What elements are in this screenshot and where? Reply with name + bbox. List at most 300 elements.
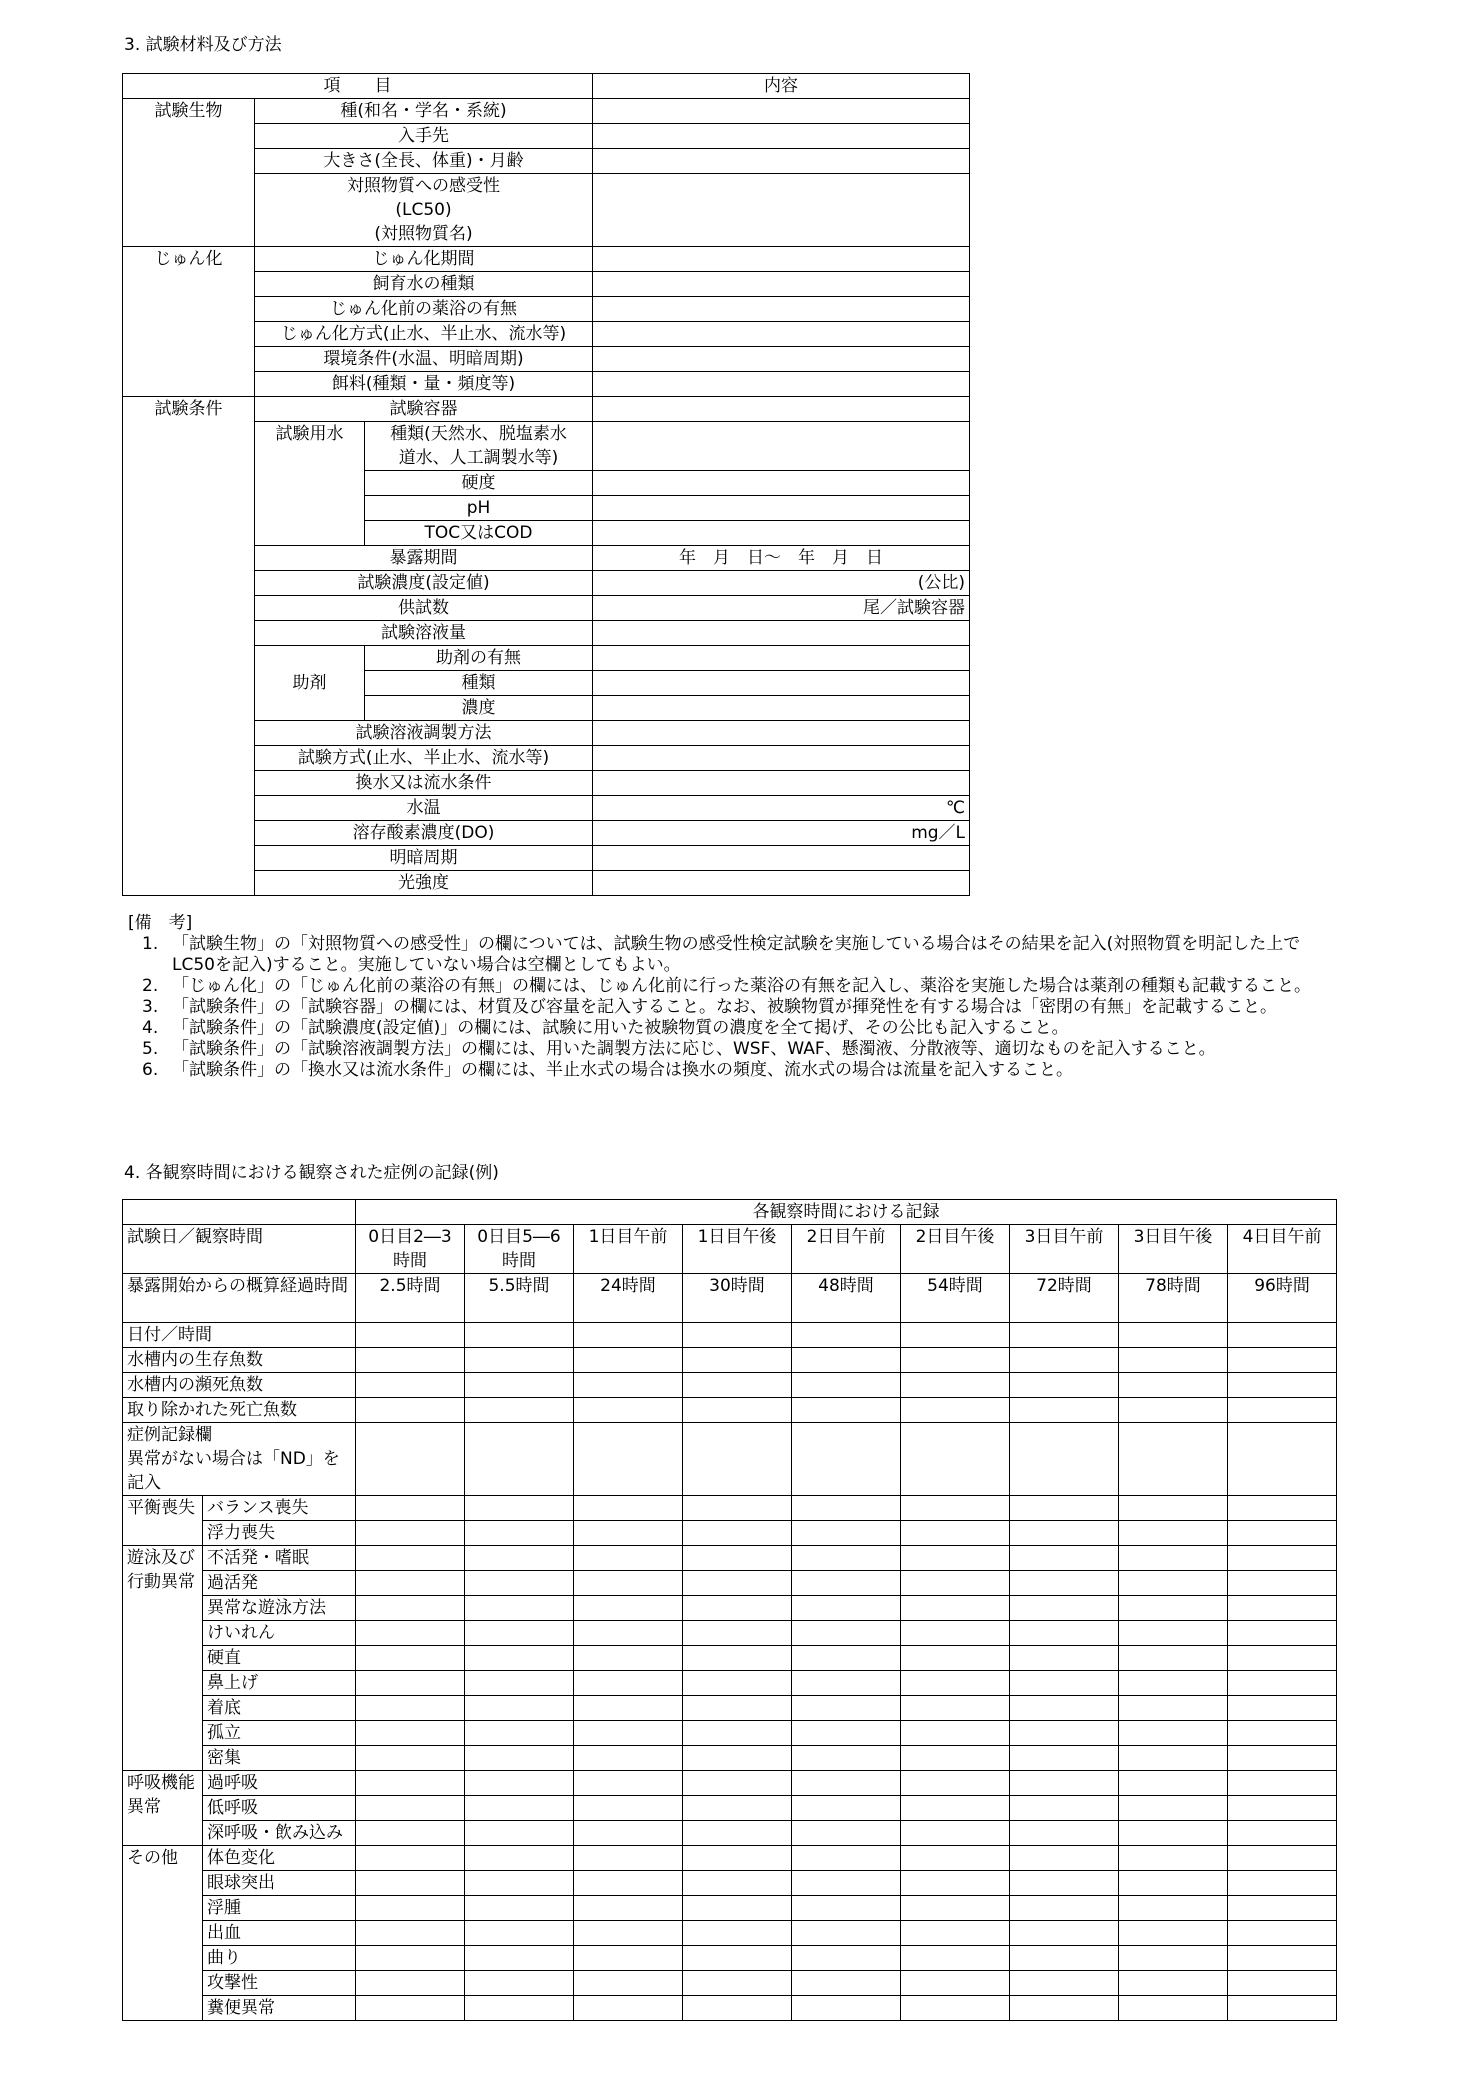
record-cell[interactable] <box>356 1921 465 1946</box>
record-cell[interactable] <box>1119 1771 1228 1796</box>
time-header: 3日目午前 <box>1010 1225 1119 1274</box>
section4-heading: 4. 各観察時間における観察された症例の記録(例) <box>124 1163 499 1183</box>
record-cell[interactable] <box>1010 1596 1119 1621</box>
symptom-item: 眼球突出 <box>203 1871 356 1896</box>
record-cell[interactable] <box>356 1348 465 1373</box>
record-cell[interactable] <box>574 1746 683 1771</box>
note-item <box>142 997 1338 1018</box>
record-cell[interactable] <box>683 1496 792 1521</box>
record-cell[interactable] <box>1010 1946 1119 1971</box>
record-cell[interactable] <box>1119 1496 1228 1521</box>
record-cell[interactable] <box>1119 1821 1228 1846</box>
record-cell[interactable] <box>1010 1546 1119 1571</box>
record-cell[interactable] <box>574 1646 683 1671</box>
record-cell[interactable] <box>356 1323 465 1348</box>
record-cell[interactable] <box>465 1971 574 1996</box>
record-cell[interactable] <box>792 1348 901 1373</box>
record-cell[interactable] <box>683 1696 792 1721</box>
value-cell[interactable] <box>593 696 970 721</box>
record-cell[interactable] <box>465 1571 574 1596</box>
record-cell[interactable] <box>356 1521 465 1546</box>
record-cell[interactable] <box>1010 1971 1119 1996</box>
notes-title: [備 考] <box>128 913 193 933</box>
record-cell[interactable] <box>1228 1398 1337 1423</box>
record-cell[interactable] <box>683 1323 792 1348</box>
record-cell[interactable] <box>574 1821 683 1846</box>
record-cell[interactable] <box>1010 1496 1119 1521</box>
record-cell[interactable] <box>1119 1871 1228 1896</box>
record-cell[interactable] <box>792 1871 901 1896</box>
record-cell[interactable] <box>1119 1721 1228 1746</box>
record-cell[interactable] <box>683 1796 792 1821</box>
record-cell[interactable] <box>1119 1596 1228 1621</box>
record-cell[interactable] <box>901 1496 1010 1521</box>
record-cell[interactable] <box>1228 1596 1337 1621</box>
record-cell[interactable] <box>1119 1796 1228 1821</box>
record-cell[interactable] <box>1010 1671 1119 1696</box>
value-cell[interactable] <box>593 397 970 422</box>
record-cell[interactable] <box>465 1771 574 1796</box>
record-cell[interactable] <box>574 1596 683 1621</box>
record-cell[interactable] <box>792 1496 901 1521</box>
record-cell[interactable] <box>1228 1348 1337 1373</box>
record-cell[interactable] <box>356 1721 465 1746</box>
row-hardness: 硬度 <box>365 471 593 496</box>
record-cell[interactable] <box>1228 1373 1337 1398</box>
record-cell[interactable] <box>1119 1996 1228 2021</box>
record-cell[interactable] <box>792 1996 901 2021</box>
record-cell[interactable] <box>901 1771 1010 1796</box>
record-cell[interactable] <box>683 1348 792 1373</box>
record-cell[interactable] <box>465 1348 574 1373</box>
record-cell[interactable] <box>465 1796 574 1821</box>
record-cell[interactable] <box>574 1796 683 1821</box>
record-cell[interactable] <box>1119 1398 1228 1423</box>
row-source: 入手先 <box>255 124 593 149</box>
record-cell[interactable] <box>574 1696 683 1721</box>
record-cell[interactable] <box>465 1846 574 1871</box>
symptom-label: 症例記録欄 異常がない場合は「ND」を記入 <box>123 1423 356 1496</box>
value-cell[interactable] <box>593 322 970 347</box>
record-cell[interactable] <box>792 1696 901 1721</box>
record-cell[interactable] <box>792 1621 901 1646</box>
record-cell[interactable] <box>465 1496 574 1521</box>
record-cell[interactable] <box>792 1771 901 1796</box>
record-cell[interactable] <box>465 1521 574 1546</box>
note-text: 「試験条件」の「試験濃度(設定値)」の欄には、試験に用いた被験物質の濃度を全て掲げ、その公比も記入すること。 <box>172 1018 1069 1038</box>
record-cell[interactable] <box>356 1696 465 1721</box>
elapsed-value: 72時間 <box>1010 1274 1119 1323</box>
row-label: 水槽内の生存魚数 <box>123 1348 356 1373</box>
record-cell[interactable] <box>1119 1971 1228 1996</box>
record-cell[interactable] <box>1228 1423 1337 1496</box>
record-cell[interactable] <box>574 1496 683 1521</box>
record-cell[interactable] <box>1119 1373 1228 1398</box>
record-cell[interactable] <box>901 1871 1010 1896</box>
value-cell[interactable] <box>593 422 970 471</box>
record-cell[interactable] <box>1228 1696 1337 1721</box>
record-cell[interactable] <box>792 1946 901 1971</box>
record-cell[interactable] <box>465 1871 574 1896</box>
sensitivity-line3: (対照物質名) <box>374 224 473 244</box>
record-cell[interactable] <box>1228 1821 1337 1846</box>
record-cell[interactable] <box>356 1423 465 1496</box>
record-cell[interactable] <box>683 1971 792 1996</box>
record-cell[interactable] <box>901 1746 1010 1771</box>
record-cell[interactable] <box>792 1896 901 1921</box>
record-cell[interactable] <box>901 1546 1010 1571</box>
record-cell[interactable] <box>901 1671 1010 1696</box>
record-cell[interactable] <box>1010 1696 1119 1721</box>
record-cell[interactable] <box>356 1571 465 1596</box>
record-cell[interactable] <box>356 1846 465 1871</box>
record-cell[interactable] <box>792 1423 901 1496</box>
record-cell[interactable] <box>574 1521 683 1546</box>
record-cell[interactable] <box>574 1971 683 1996</box>
record-cell[interactable] <box>574 1546 683 1571</box>
record-cell[interactable] <box>792 1721 901 1746</box>
record-cell[interactable] <box>792 1571 901 1596</box>
value-cell[interactable] <box>593 272 970 297</box>
record-cell[interactable] <box>465 1423 574 1496</box>
record-cell[interactable] <box>792 1821 901 1846</box>
record-cell[interactable] <box>901 1821 1010 1846</box>
record-cell[interactable] <box>1010 1921 1119 1946</box>
record-cell[interactable] <box>1010 1771 1119 1796</box>
record-cell[interactable] <box>356 1373 465 1398</box>
symptom-group: 平衡喪失 <box>123 1496 203 1546</box>
record-cell[interactable] <box>574 1921 683 1946</box>
value-cell[interactable] <box>593 771 970 796</box>
record-cell[interactable] <box>356 1671 465 1696</box>
record-cell[interactable] <box>1119 1323 1228 1348</box>
record-cell[interactable] <box>574 1373 683 1398</box>
value-cell[interactable] <box>593 496 970 521</box>
row-acclim-method: じゅん化方式(止水、半止水、流水等) <box>255 322 593 347</box>
record-cell[interactable] <box>465 1946 574 1971</box>
record-cell[interactable] <box>465 1398 574 1423</box>
record-cell[interactable] <box>683 1921 792 1946</box>
record-cell[interactable] <box>574 1571 683 1596</box>
record-cell[interactable] <box>1119 1348 1228 1373</box>
record-cell[interactable] <box>1010 1423 1119 1496</box>
record-cell[interactable] <box>356 1646 465 1671</box>
record-cell[interactable] <box>901 1323 1010 1348</box>
record-cell[interactable] <box>792 1671 901 1696</box>
symptom-item: 深呼吸・飲み込み <box>203 1821 356 1846</box>
value-cell[interactable] <box>593 372 970 397</box>
record-cell[interactable] <box>1010 1571 1119 1596</box>
record-cell[interactable] <box>465 1996 574 2021</box>
record-cell[interactable] <box>1010 1348 1119 1373</box>
record-cell[interactable] <box>683 1621 792 1646</box>
record-cell[interactable] <box>1228 1496 1337 1521</box>
record-cell[interactable] <box>465 1671 574 1696</box>
notes <box>128 913 1338 1081</box>
record-cell[interactable] <box>574 1896 683 1921</box>
record-cell[interactable] <box>683 1646 792 1671</box>
record-cell[interactable] <box>792 1846 901 1871</box>
record-cell[interactable] <box>356 1398 465 1423</box>
record-cell[interactable] <box>465 1323 574 1348</box>
elapsed-value: 2.5時間 <box>356 1274 465 1323</box>
test-materials-table <box>122 73 970 896</box>
record-cell[interactable] <box>683 1546 792 1571</box>
record-cell[interactable] <box>1228 1871 1337 1896</box>
record-cell[interactable] <box>901 1721 1010 1746</box>
record-cell[interactable] <box>1228 1546 1337 1571</box>
record-cell[interactable] <box>1119 1846 1228 1871</box>
value-cell[interactable] <box>593 99 970 124</box>
record-cell[interactable] <box>1010 1821 1119 1846</box>
record-cell[interactable] <box>1119 1423 1228 1496</box>
record-cell[interactable] <box>683 1771 792 1796</box>
record-cell[interactable] <box>1119 1646 1228 1671</box>
record-cell[interactable] <box>465 1373 574 1398</box>
value-cell[interactable] <box>593 297 970 322</box>
record-cell[interactable] <box>683 1846 792 1871</box>
record-cell[interactable] <box>901 1398 1010 1423</box>
record-cell[interactable] <box>1010 1721 1119 1746</box>
value-cell[interactable] <box>593 347 970 372</box>
record-cell[interactable] <box>574 1771 683 1796</box>
record-cell[interactable] <box>465 1596 574 1621</box>
symptom-item: 糞便異常 <box>203 1996 356 2021</box>
record-cell[interactable] <box>356 1796 465 1821</box>
record-cell[interactable] <box>465 1646 574 1671</box>
record-cell[interactable] <box>356 1546 465 1571</box>
record-cell[interactable] <box>792 1323 901 1348</box>
row-aux-type: 種類 <box>365 671 593 696</box>
record-cell[interactable] <box>1228 1846 1337 1871</box>
symptom-item: 孤立 <box>203 1721 356 1746</box>
record-cell[interactable] <box>465 1546 574 1571</box>
symptom-item: 密集 <box>203 1746 356 1771</box>
value-cell[interactable] <box>593 671 970 696</box>
record-cell[interactable] <box>356 1896 465 1921</box>
record-cell[interactable] <box>901 1373 1010 1398</box>
record-cell[interactable] <box>683 1398 792 1423</box>
record-cell[interactable] <box>1228 1771 1337 1796</box>
record-cell[interactable] <box>1119 1521 1228 1546</box>
record-cell[interactable] <box>356 1996 465 2021</box>
record-cell[interactable] <box>792 1971 901 1996</box>
record-cell[interactable] <box>1119 1621 1228 1646</box>
time-header: 4日目午前 <box>1228 1225 1337 1274</box>
value-cell[interactable] <box>593 149 970 174</box>
record-cell[interactable] <box>683 1946 792 1971</box>
record-cell[interactable] <box>356 1746 465 1771</box>
record-cell[interactable] <box>465 1896 574 1921</box>
record-cell[interactable] <box>574 1946 683 1971</box>
record-cell[interactable] <box>1010 1846 1119 1871</box>
value-cell[interactable] <box>593 521 970 546</box>
record-cell[interactable] <box>792 1646 901 1671</box>
record-cell[interactable] <box>465 1696 574 1721</box>
record-cell[interactable] <box>356 1946 465 1971</box>
record-cell[interactable] <box>1228 1646 1337 1671</box>
record-cell[interactable] <box>901 1971 1010 1996</box>
value-cell[interactable] <box>593 746 970 771</box>
record-cell[interactable] <box>901 1646 1010 1671</box>
value-cell[interactable] <box>593 471 970 496</box>
record-cell[interactable] <box>1228 1521 1337 1546</box>
row-feed: 餌料(種類・量・頻度等) <box>255 372 593 397</box>
record-cell[interactable] <box>1010 1871 1119 1896</box>
record-cell[interactable] <box>1228 1796 1337 1821</box>
record-cell[interactable] <box>356 1871 465 1896</box>
record-cell[interactable] <box>1228 1621 1337 1646</box>
record-cell[interactable] <box>901 1596 1010 1621</box>
record-cell[interactable] <box>1010 1373 1119 1398</box>
record-cell[interactable] <box>901 1423 1010 1496</box>
record-cell[interactable] <box>1010 1746 1119 1771</box>
concentration-value[interactable]: (公比) <box>593 571 970 596</box>
record-cell[interactable] <box>683 1896 792 1921</box>
header-item: 項 目 <box>123 74 593 99</box>
record-cell[interactable] <box>1119 1896 1228 1921</box>
record-cell[interactable] <box>356 1621 465 1646</box>
group-conditions: 試験条件 <box>123 397 255 896</box>
record-cell[interactable] <box>574 1871 683 1896</box>
value-cell[interactable] <box>593 646 970 671</box>
record-cell[interactable] <box>1228 1896 1337 1921</box>
record-cell[interactable] <box>901 1796 1010 1821</box>
record-cell[interactable] <box>356 1771 465 1796</box>
value-cell[interactable] <box>593 124 970 149</box>
record-cell[interactable] <box>574 1348 683 1373</box>
note-number: 1. <box>142 934 159 954</box>
record-cell[interactable] <box>792 1373 901 1398</box>
record-cell[interactable] <box>683 1871 792 1896</box>
row-toc: TOC又はCOD <box>365 521 593 546</box>
record-cell[interactable] <box>683 1373 792 1398</box>
record-cell[interactable] <box>356 1596 465 1621</box>
record-cell[interactable] <box>901 1621 1010 1646</box>
record-cell[interactable] <box>683 1423 792 1496</box>
record-cell[interactable] <box>356 1821 465 1846</box>
record-cell[interactable] <box>1119 1671 1228 1696</box>
record-cell[interactable] <box>792 1546 901 1571</box>
record-cell[interactable] <box>901 1571 1010 1596</box>
water-type-line1: 種類(天然水、脱塩素水 <box>390 424 567 444</box>
record-cell[interactable] <box>1010 1646 1119 1671</box>
record-cell[interactable] <box>1119 1921 1228 1946</box>
record-cell[interactable] <box>792 1796 901 1821</box>
record-cell[interactable] <box>683 1746 792 1771</box>
record-cell[interactable] <box>901 1896 1010 1921</box>
test-day-label: 試験日／観察時間 <box>123 1225 356 1274</box>
record-cell[interactable] <box>1228 1721 1337 1746</box>
record-cell[interactable] <box>683 1571 792 1596</box>
record-cell[interactable] <box>901 1846 1010 1871</box>
record-cell[interactable] <box>574 1996 683 2021</box>
record-cell[interactable] <box>1119 1571 1228 1596</box>
record-cell[interactable] <box>1228 1671 1337 1696</box>
record-cell[interactable] <box>792 1398 901 1423</box>
record-cell[interactable] <box>901 1696 1010 1721</box>
record-cell[interactable] <box>1010 1996 1119 2021</box>
record-cell[interactable] <box>465 1921 574 1946</box>
record-cell[interactable] <box>1228 1946 1337 1971</box>
elapsed-value: 24時間 <box>574 1274 683 1323</box>
value-cell[interactable] <box>593 247 970 272</box>
record-cell[interactable] <box>465 1721 574 1746</box>
record-cell[interactable] <box>465 1746 574 1771</box>
note-item <box>142 1060 1338 1081</box>
record-cell[interactable] <box>792 1921 901 1946</box>
record-cell[interactable] <box>1010 1796 1119 1821</box>
record-cell[interactable] <box>1228 1571 1337 1596</box>
record-cell[interactable] <box>792 1596 901 1621</box>
record-cell[interactable] <box>574 1398 683 1423</box>
record-cell[interactable] <box>683 1521 792 1546</box>
value-cell[interactable] <box>593 846 970 871</box>
number-value[interactable]: 尾／試験容器 <box>593 596 970 621</box>
record-cell[interactable] <box>574 1323 683 1348</box>
row-temperature: 水温 <box>255 796 593 821</box>
record-cell[interactable] <box>1010 1398 1119 1423</box>
record-cell[interactable] <box>683 1671 792 1696</box>
record-cell[interactable] <box>574 1846 683 1871</box>
group-acclimation: じゅん化 <box>123 247 255 397</box>
record-cell[interactable] <box>574 1671 683 1696</box>
record-cell[interactable] <box>1119 1946 1228 1971</box>
record-cell[interactable] <box>901 1521 1010 1546</box>
value-cell[interactable] <box>593 871 970 896</box>
value-cell[interactable] <box>593 721 970 746</box>
symptom-item: けいれん <box>203 1621 356 1646</box>
record-cell[interactable] <box>1228 1996 1337 2021</box>
record-cell[interactable] <box>465 1821 574 1846</box>
record-cell[interactable] <box>683 1596 792 1621</box>
temperature-unit[interactable]: ℃ <box>593 796 970 821</box>
record-cell[interactable] <box>901 1996 1010 2021</box>
record-cell[interactable] <box>792 1521 901 1546</box>
record-cell[interactable] <box>1010 1521 1119 1546</box>
record-cell[interactable] <box>574 1621 683 1646</box>
record-cell[interactable] <box>1119 1696 1228 1721</box>
record-cell[interactable] <box>356 1971 465 1996</box>
record-cell[interactable] <box>901 1348 1010 1373</box>
record-cell[interactable] <box>1119 1546 1228 1571</box>
record-cell[interactable] <box>574 1721 683 1746</box>
record-cell[interactable] <box>1010 1896 1119 1921</box>
value-cell[interactable] <box>593 174 970 247</box>
record-cell[interactable] <box>1119 1746 1228 1771</box>
record-cell[interactable] <box>1228 1921 1337 1946</box>
record-cell[interactable] <box>683 1996 792 2021</box>
record-cell[interactable] <box>901 1946 1010 1971</box>
record-cell[interactable] <box>574 1423 683 1496</box>
elapsed-value: 96時間 <box>1228 1274 1337 1323</box>
record-cell[interactable] <box>356 1496 465 1521</box>
record-cell[interactable] <box>1228 1746 1337 1771</box>
value-cell[interactable] <box>593 621 970 646</box>
record-cell[interactable] <box>1228 1323 1337 1348</box>
record-cell[interactable] <box>792 1746 901 1771</box>
record-cell[interactable] <box>465 1621 574 1646</box>
record-cell[interactable] <box>1010 1621 1119 1646</box>
symptom-item: 過呼吸 <box>203 1771 356 1796</box>
exposure-value[interactable]: 年 月 日～ 年 月 日 <box>593 546 970 571</box>
record-cell[interactable] <box>901 1921 1010 1946</box>
record-cell[interactable] <box>1010 1323 1119 1348</box>
record-cell[interactable] <box>683 1821 792 1846</box>
record-cell[interactable] <box>683 1721 792 1746</box>
do-unit[interactable]: mg／L <box>593 821 970 846</box>
record-cell[interactable] <box>1228 1971 1337 1996</box>
